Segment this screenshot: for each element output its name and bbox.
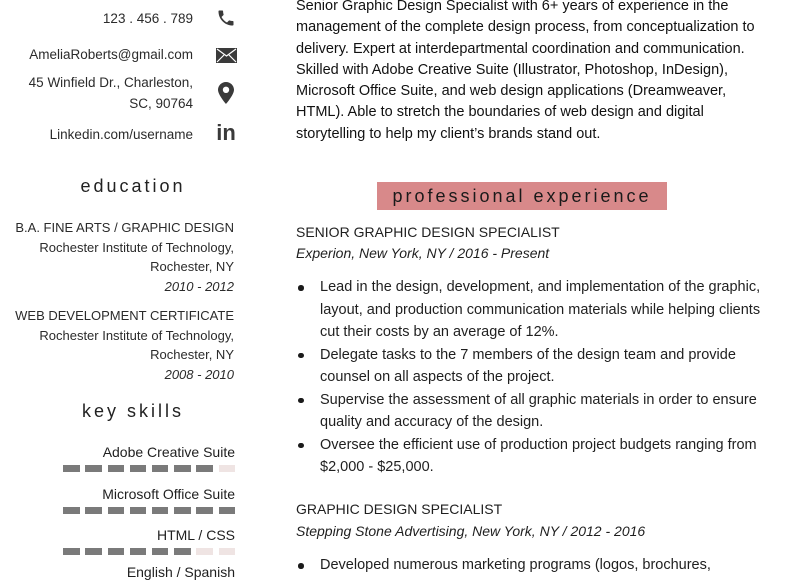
location: Rochester, NY bbox=[150, 347, 234, 362]
skill-segment-filled bbox=[130, 507, 147, 514]
skill-segment-filled bbox=[108, 465, 125, 472]
education-entry bbox=[0, 218, 234, 296]
job-bullet: Supervise the assessment of all graphic materials in order to ensure quality and accuracy of the design. bbox=[296, 389, 766, 434]
job-title: GRAPHIC DESIGN SPECIALIST bbox=[296, 501, 503, 517]
skill-name: Adobe Creative Suite bbox=[102, 444, 235, 460]
job-bullet: Lead in the design, development, and implementation of the graphic, layout, and production communication materials while helping clients cut their costs by an average of 12%. bbox=[296, 276, 766, 344]
skill-rating-bar bbox=[55, 465, 235, 472]
address-text bbox=[29, 72, 193, 114]
skill-segment-filled bbox=[63, 465, 80, 472]
envelope-icon bbox=[214, 43, 238, 67]
skill-rating-bar bbox=[55, 507, 235, 514]
job-title: SENIOR GRAPHIC DESIGN SPECIALIST bbox=[296, 224, 560, 240]
skill-name: English / Spanish bbox=[126, 564, 235, 580]
degree: B.A. FINE ARTS / GRAPHIC DESIGN bbox=[15, 220, 234, 235]
skill-name: Microsoft Office Suite bbox=[102, 486, 235, 502]
school: Rochester Institute of Technology, bbox=[39, 239, 234, 255]
job-bullet: Developed numerous marketing programs (logos, brochures, bbox=[296, 554, 766, 577]
skill-segment-filled bbox=[63, 507, 80, 514]
skill-segment-filled bbox=[85, 465, 102, 472]
skill-segment-filled bbox=[152, 465, 169, 472]
phone-text: 123 . 456 . 789 bbox=[102, 11, 193, 26]
skill-segment-filled bbox=[63, 548, 80, 555]
skill-segment-empty bbox=[196, 548, 213, 555]
job-bullets bbox=[296, 276, 766, 479]
job-bullets bbox=[296, 554, 766, 577]
dates: 2010 - 2012 bbox=[164, 278, 234, 294]
skill-segment-empty bbox=[219, 548, 236, 555]
skill-segment-filled bbox=[174, 548, 191, 555]
skill-segment-filled bbox=[152, 507, 169, 514]
linkedin-text[interactable]: Linkedin.com/username bbox=[49, 127, 193, 142]
skill-segment-filled bbox=[196, 507, 213, 514]
skill-segment-filled bbox=[108, 507, 125, 514]
skill-segment-filled bbox=[85, 548, 102, 555]
skill-segment-empty bbox=[219, 465, 236, 472]
skill-rating-bar bbox=[55, 548, 235, 555]
map-pin-icon bbox=[214, 81, 238, 105]
professional-summary: Senior Graphic Design Specialist with 6+ years of experience in the management of the complete design process, from conceptualization to delivery. Expert at interdepartmental coordination and communication. Skilled with Adobe Creative Suite (Illustrator, Photoshop, InDesign), Microsoft Office Suite, and web design applications (Dreamweaver, HTML). Able to stretch the boundaries of web design and digital storytelling to help my client’s brands stand out. bbox=[296, 0, 755, 142]
skill-segment-filled bbox=[130, 548, 147, 555]
skill-item bbox=[55, 443, 235, 472]
skill-item bbox=[55, 485, 235, 514]
phone-icon bbox=[214, 6, 238, 30]
skill-item bbox=[55, 563, 235, 581]
degree: WEB DEVELOPMENT CERTIFICATE bbox=[15, 308, 234, 323]
skill-segment-filled bbox=[174, 465, 191, 472]
school: Rochester Institute of Technology, bbox=[39, 327, 234, 343]
dates: 2008 - 2010 bbox=[164, 366, 234, 382]
skill-segment-filled bbox=[130, 465, 147, 472]
job-company-line: Experion, New York, NY / 2016 - Present bbox=[296, 245, 550, 261]
skill-segment-filled bbox=[219, 507, 236, 514]
skills-heading: key skills bbox=[81, 401, 184, 421]
job-company-line: Stepping Stone Advertising, New York, NY / 2012 - 2016 bbox=[296, 523, 646, 539]
skill-segment-filled bbox=[85, 507, 102, 514]
skill-name: HTML / CSS bbox=[156, 527, 235, 543]
skill-item bbox=[55, 526, 235, 555]
skill-segment-filled bbox=[108, 548, 125, 555]
experience-heading: professional experience bbox=[377, 182, 667, 210]
address-line2: SC, 90764 bbox=[129, 96, 193, 111]
skill-segment-filled bbox=[196, 465, 213, 472]
education-entry bbox=[0, 306, 234, 384]
address-line1: 45 Winfield Dr., Charleston, bbox=[28, 75, 193, 90]
linkedin-icon: in bbox=[216, 120, 236, 145]
email-text[interactable]: AmeliaRoberts@gmail.com bbox=[29, 47, 193, 62]
skill-segment-filled bbox=[152, 548, 169, 555]
location: Rochester, NY bbox=[150, 259, 234, 274]
sidebar bbox=[0, 0, 250, 580]
education-heading: education bbox=[80, 176, 186, 196]
job-bullet: Delegate tasks to the 7 members of the design team and provide counsel on all aspects of the project. bbox=[296, 344, 766, 389]
skill-segment-filled bbox=[174, 507, 191, 514]
job-bullet: Oversee the efficient use of production project budgets ranging from $2,000 - $25,000. bbox=[296, 434, 766, 479]
